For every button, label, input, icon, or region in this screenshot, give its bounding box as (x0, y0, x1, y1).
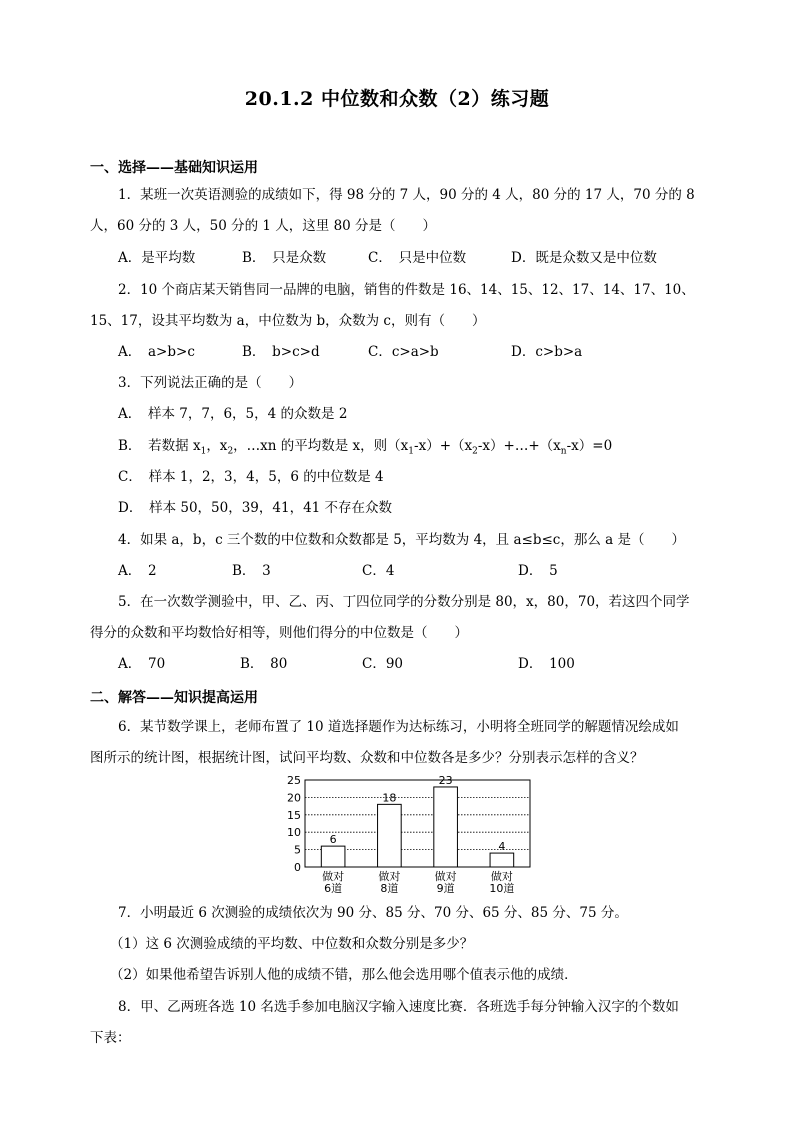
section-heading-choice: 一、选择——基础知识运用 (90, 160, 258, 176)
question-1-option-c: C． 只是中位数 (368, 250, 467, 266)
question-1-option-b: B． 只是众数 (242, 250, 327, 266)
question-5-option-d: D． 100 (518, 656, 575, 672)
bar-chart (270, 772, 540, 900)
question-1-line-1: 1．某班一次英语测验的成绩如下，得 98 分的 7 人，90 分的 4 人，80 分的 17 人，70 分的 8 (118, 187, 695, 203)
question-2-line-1: 2．10 个商店某天销售同一品牌的电脑，销售的件数是 16、14、15、12、17、14、17、10、 (118, 282, 695, 298)
question-5-line-2: 得分的众数和平均数恰好相等，则他们得分的中位数是（ ） (90, 625, 468, 641)
question-5-line-1: 5．在一次数学测验中，甲、乙、丙、丁四位同学的分数分别是 80，x，80，70，若这四个同学 (118, 594, 690, 610)
x-tick-label: 8道 (380, 882, 399, 895)
question-7-sub-1: （1）这 6 次测验成绩的平均数、中位数和众数分别是多少？ (110, 936, 474, 952)
question-3-option-d: D． 样本 50，50，39，41，41 不存在众数 (118, 500, 393, 516)
x-tick-label: 做对 (322, 870, 345, 883)
question-3-option-a: A． 样本 7，7，6，5，4 的众数是 2 (118, 406, 348, 422)
question-3-line-1: 3．下列说法正确的是（ ） (118, 375, 303, 391)
question-2-option-c: C．c>a>b (368, 344, 439, 360)
page-title: 20.1.2 中位数和众数（2）练习题 (244, 88, 550, 110)
data-label: 18 (382, 791, 397, 805)
question-6-line-2: 图所示的统计图，根据统计图，试问平均数、众数和中位数各是多少？分别表示怎样的含义？ (90, 750, 644, 766)
data-label: 23 (438, 773, 453, 787)
y-tick-label: 20 (287, 791, 301, 805)
question-4-option-b: B． 3 (232, 563, 271, 579)
question-3-option-b: B． 若数据 $x_1$，$x_2$，…xn 的平均数是 x，则$(x_1-x)+(x_2-x)+\dots+(x_n-x)=0$ (118, 438, 613, 457)
question-4-line-1: 4．如果 a，b，c 三个数的中位数和众数都是 5，平均数为 4，且 a≤b≤c，那么 a 是（ ） (118, 532, 685, 548)
question-2-line-2: 15、17，设其平均数为 a，中位数为 b，众数为 c，则有（ ） (90, 313, 486, 329)
question-2-option-a: A． a>b>c (118, 344, 195, 360)
question-7-line-1: 7．小明最近 6 次测验的成绩依次为 90 分、85 分、70 分、65 分、85 分、75 分。 (118, 905, 628, 921)
x-tick-label: 做对 (378, 870, 401, 883)
question-3-option-c: C． 样本 1，2，3，4，5，6 的中位数是 4 (118, 469, 384, 485)
question-5-option-a: A． 70 (118, 656, 166, 672)
bar (378, 804, 402, 867)
bar (490, 853, 514, 867)
y-tick-label: 15 (287, 808, 301, 822)
y-tick-label: 5 (294, 843, 301, 857)
question-1-line-2: 人，60 分的 3 人，50 分的 1 人，这里 80 分是（ ） (90, 218, 437, 234)
question-7-sub-2: （2）如果他希望告诉别人他的成绩不错，那么他会选用哪个值表示他的成绩． (110, 967, 578, 983)
question-4-option-a: A． 2 (118, 563, 157, 579)
question-8-line-1: 8．甲、乙两班各选 10 名选手参加电脑汉字输入速度比赛．各班选手每分钟输入汉字的个数如 (118, 999, 679, 1015)
question-4-option-c: C．4 (362, 563, 395, 579)
y-tick-label: 25 (287, 774, 301, 787)
question-2-option-d: D．c>b>a (511, 344, 583, 360)
question-6-line-1: 6．某节数学课上，老师布置了 10 道选择题作为达标练习，小明将全班同学的解题情况绘成如 (118, 719, 679, 735)
y-tick-label: 0 (294, 861, 301, 874)
x-tick-label: 做对 (490, 870, 513, 883)
x-tick-label: 9道 (436, 882, 455, 895)
bar (321, 846, 345, 867)
question-5-option-c: C．90 (362, 656, 404, 672)
question-4-option-d: D． 5 (518, 563, 558, 579)
bar (434, 787, 458, 867)
question-1-option-d: D．既是众数又是中位数 (511, 250, 657, 266)
y-tick-label: 10 (287, 826, 301, 840)
question-1-option-a: A．是平均数 (118, 250, 196, 266)
x-tick-label: 6道 (324, 882, 343, 895)
section-heading-answers: 二、解答——知识提高运用 (90, 690, 258, 706)
data-label: 4 (498, 840, 506, 854)
question-8-line-2: 下表： (90, 1030, 131, 1046)
x-tick-label: 做对 (434, 870, 457, 883)
question-2-option-b: B． b>c>d (242, 344, 320, 360)
data-label: 6 (329, 833, 337, 847)
question-5-option-b: B． 80 (240, 656, 288, 672)
x-tick-label: 10道 (489, 882, 515, 895)
